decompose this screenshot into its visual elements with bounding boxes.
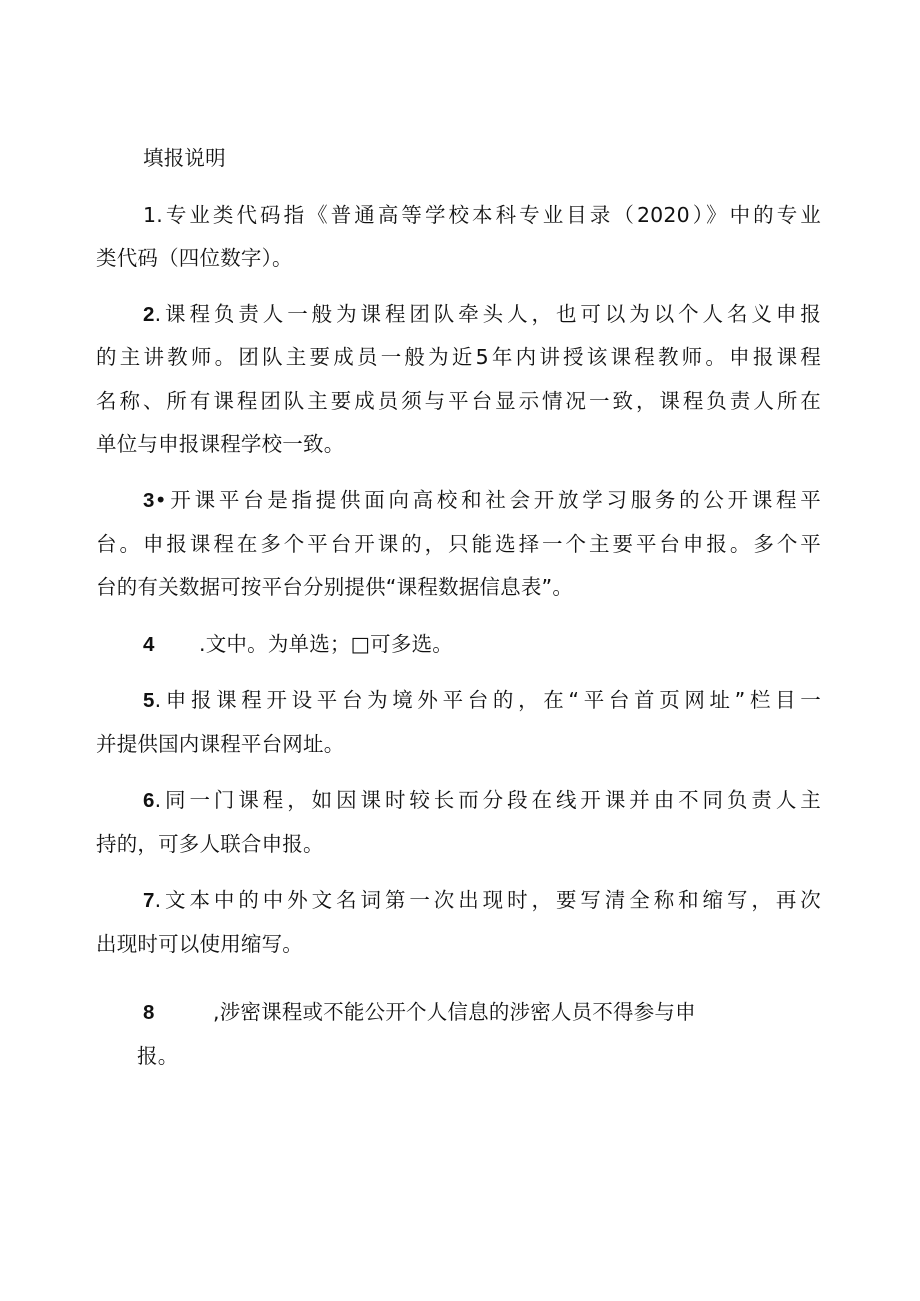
item-6-number: 6 — [143, 789, 155, 812]
item-2-line-3: 名称、所有课程团队主要成员须与平台显示情况一致，课程负责人所在 — [96, 389, 821, 413]
item-1-number: 1. — [143, 203, 163, 227]
item-6-line-1 — [96, 783, 821, 818]
item-2-line-2: 的主讲教师。团队主要成员一般为近5年内讲授该课程教师。申报课程 — [96, 345, 821, 369]
item-8-number: 8 — [143, 1001, 155, 1024]
item-5-line-2: 并提供国内课程平台网址。 — [96, 732, 345, 756]
item-1-line-1 — [96, 198, 821, 232]
page-title: 填报说明 — [143, 146, 226, 170]
item-3-line-2: 台。申报课程在多个平台开课的，只能选择一个主要平台申报。多个平 — [96, 532, 821, 556]
item-7-number: 7 — [143, 889, 155, 912]
item-2-text-1: .课程负责人一般为课程团队牵头人，也可以为以个人名义申报 — [154, 302, 821, 326]
item-4-number: 4 — [143, 633, 155, 656]
item-4-line-1 — [96, 627, 821, 662]
item-7-text-1: .文本中的中外文名词第一次出现时，要写清全称和缩写，再次 — [154, 888, 821, 912]
item-7-line-2: 出现时可以使用缩写。 — [96, 932, 303, 956]
item-2-line-4: 单位与申报课程学校一致。 — [96, 432, 345, 456]
item-8-line-2: 报。 — [137, 1044, 179, 1068]
item-3-number: 3 — [143, 489, 155, 512]
item-2-line-1 — [96, 297, 821, 332]
item-3-line-1 — [96, 483, 821, 518]
item-5-line-1 — [96, 683, 821, 718]
item-5-text-1: .申报课程开设平台为境外平台的，在“平台首页网址”栏目一 — [154, 688, 821, 712]
item-3-line-3: 台的有关数据可按平台分别提供“课程数据信息表”。 — [96, 575, 574, 599]
item-2-number: 2 — [143, 303, 155, 326]
item-5-number: 5 — [143, 689, 155, 712]
item-1-text-1: 专业类代码指《普通高等学校本科专业目录（2020）》中的专业 — [162, 203, 821, 227]
item-1-line-2: 类代码（四位数字）。 — [96, 246, 293, 270]
item-6-line-2: 持的，可多人联合申报。 — [96, 832, 324, 856]
item-6-text-1: .同一门课程，如因课时较长而分段在线开课并由不同负责人主 — [154, 788, 821, 812]
item-8-text-1: ,涉密课程或不能公开个人信息的涉密人员不得参与申 — [213, 1000, 696, 1024]
item-3-text-1: •开课平台是指提供面向高校和社会开放学习服务的公开课程平 — [154, 488, 821, 512]
item-7-line-1 — [96, 883, 821, 918]
item-4-text-1: .文中。为单选；□可多选。 — [199, 632, 453, 656]
item-8-line-1 — [96, 995, 821, 1030]
